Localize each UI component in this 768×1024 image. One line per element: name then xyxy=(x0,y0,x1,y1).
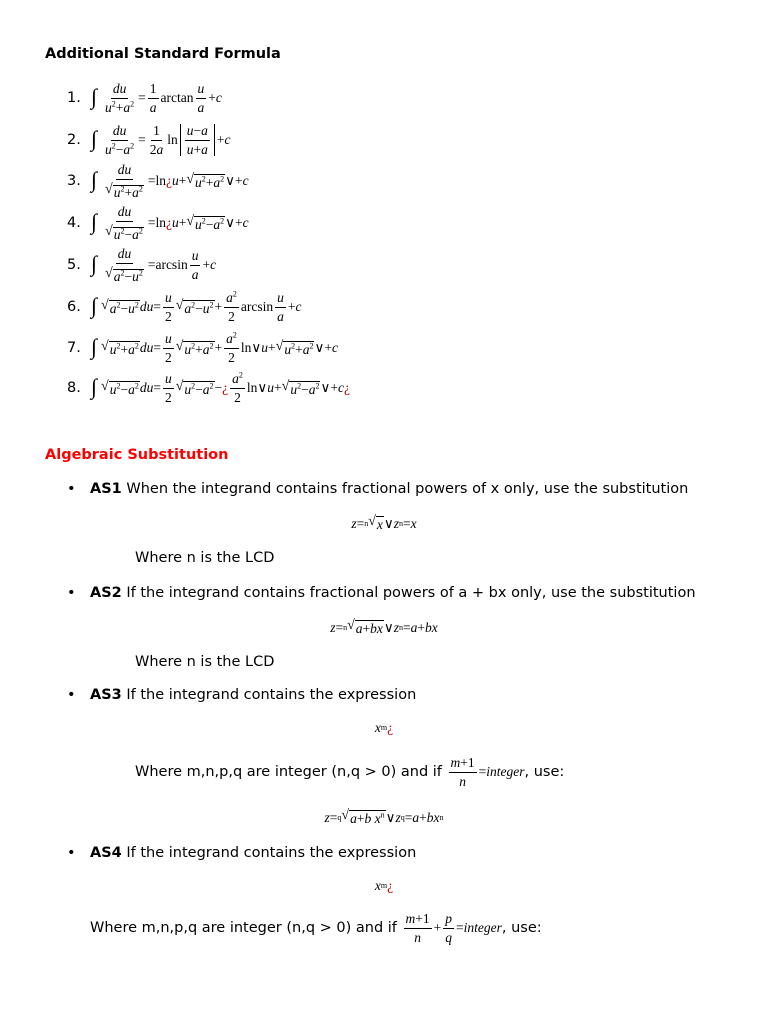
formula-5 xyxy=(67,245,216,285)
formula-expression: ∫ √ $u^2-a^2$ du = $\frac{u}{2}$ √ $u^2-a^2$ − ¿ $\frac{a^2}{2}$ ln∨ u + √ $u^2-a^2$ ∨+ c ¿ xyxy=(91,370,350,405)
formula-4 xyxy=(67,203,249,243)
formula-number: 4. xyxy=(67,215,81,231)
formula-expression: ∫ $\frac{du}{u^2+a^2}$ = $\frac{1}{a}$ arctan $\frac{u}{a}$ + c xyxy=(91,81,222,115)
formula-number: 8. xyxy=(67,380,81,396)
formula-expression: ∫ du √ $u^2-a^2$ =ln ¿ u + √ $u^2-a^2$ ∨+ c xyxy=(91,204,249,242)
formula-1 xyxy=(67,78,222,118)
as4-label: AS4 xyxy=(90,845,122,861)
as4-text: If the integrand contains the expression xyxy=(121,845,417,861)
section-title-standard-formula: Additional Standard Formula xyxy=(45,46,281,62)
as4-condition: Where m,n,p,q are integer (n,q > 0) and if $\frac{m+1}{n}$ + $\frac{p}{q}$ = integer , use: xyxy=(90,911,542,945)
formula-8 xyxy=(67,368,350,408)
as3-use: , use: xyxy=(524,764,565,780)
as3-text: If the integrand contains the expression xyxy=(121,687,417,703)
as1-paragraph xyxy=(90,481,688,497)
formula-expression: ∫ √ $u^2+a^2$ du = $\frac{u}{2}$ √ $u^2+a^2$ + $\frac{a^2}{2}$ ln∨ u + √ $u^2+a^2$ ∨+ c xyxy=(91,330,338,365)
as2-where: Where n is the LCD xyxy=(135,654,275,670)
formula-2 xyxy=(67,120,231,160)
as3-label: AS3 xyxy=(90,687,122,703)
section-title-algebraic-substitution: Algebraic Substitution xyxy=(45,447,229,463)
as3-equation: z = q √ a+b $x^n$ ∨ z q = a + b x n xyxy=(324,808,444,826)
as3-expression: x m ¿ xyxy=(374,720,394,735)
as3-where: Where m,n,p,q are integer (n,q > 0) and if xyxy=(135,764,442,780)
formula-number: 5. xyxy=(67,257,81,273)
as4-use: , use: xyxy=(501,920,542,936)
as1-label: AS1 xyxy=(90,481,122,497)
bullet-icon: • xyxy=(67,687,76,703)
formula-number: 3. xyxy=(67,173,81,189)
as4-where: Where m,n,p,q are integer (n,q > 0) and if xyxy=(90,920,397,936)
formula-expression: ∫ √ $a^2-u^2$ du = $\frac{u}{2}$ √ $a^2-u^2$ + $\frac{a^2}{2}$ arcsin $\frac{u}{a}$ + c xyxy=(91,289,302,324)
bullet-icon: • xyxy=(67,845,76,861)
formula-number: 1. xyxy=(67,90,81,106)
as4-expression: x m ¿ xyxy=(374,878,394,893)
bullet-icon: • xyxy=(67,585,76,601)
formula-7 xyxy=(67,328,338,368)
as2-paragraph xyxy=(90,585,696,601)
formula-3 xyxy=(67,161,249,201)
formula-6 xyxy=(67,287,302,327)
as2-equation: z = n √ a+bx ∨ z n = a + bx xyxy=(330,618,438,636)
as3-paragraph xyxy=(90,687,416,703)
formula-expression: ∫ du √ $u^2+a^2$ =ln ¿ u + √ $u^2+a^2$ ∨+ c xyxy=(91,162,249,200)
formula-number: 7. xyxy=(67,340,81,356)
formula-expression: ∫ $\frac{du}{u^2-a^2}$ = $\frac{1}{2a}$ ln $\frac{u-a}{u+a}$ + c xyxy=(91,123,231,157)
as3-condition: Where m,n,p,q are integer (n,q > 0) and if $\frac{m+1}{n}$ = integer , use: xyxy=(135,755,565,789)
as2-text: If the integrand contains fractional powers of a + bx only, use the substitution xyxy=(121,585,696,601)
formula-number: 2. xyxy=(67,132,81,148)
bullet-icon: • xyxy=(67,481,76,497)
formula-expression: ∫ du √ $a^2-u^2$ =arcsin $\frac{u}{a}$ + c xyxy=(91,246,217,284)
as1-where: Where n is the LCD xyxy=(135,550,275,566)
as1-equation: z = n √ x ∨ z n = x xyxy=(351,514,417,532)
as2-label: AS2 xyxy=(90,585,122,601)
as1-text: When the integrand contains fractional powers of x only, use the substitution xyxy=(121,481,689,497)
as4-paragraph xyxy=(90,845,416,861)
formula-number: 6. xyxy=(67,299,81,315)
